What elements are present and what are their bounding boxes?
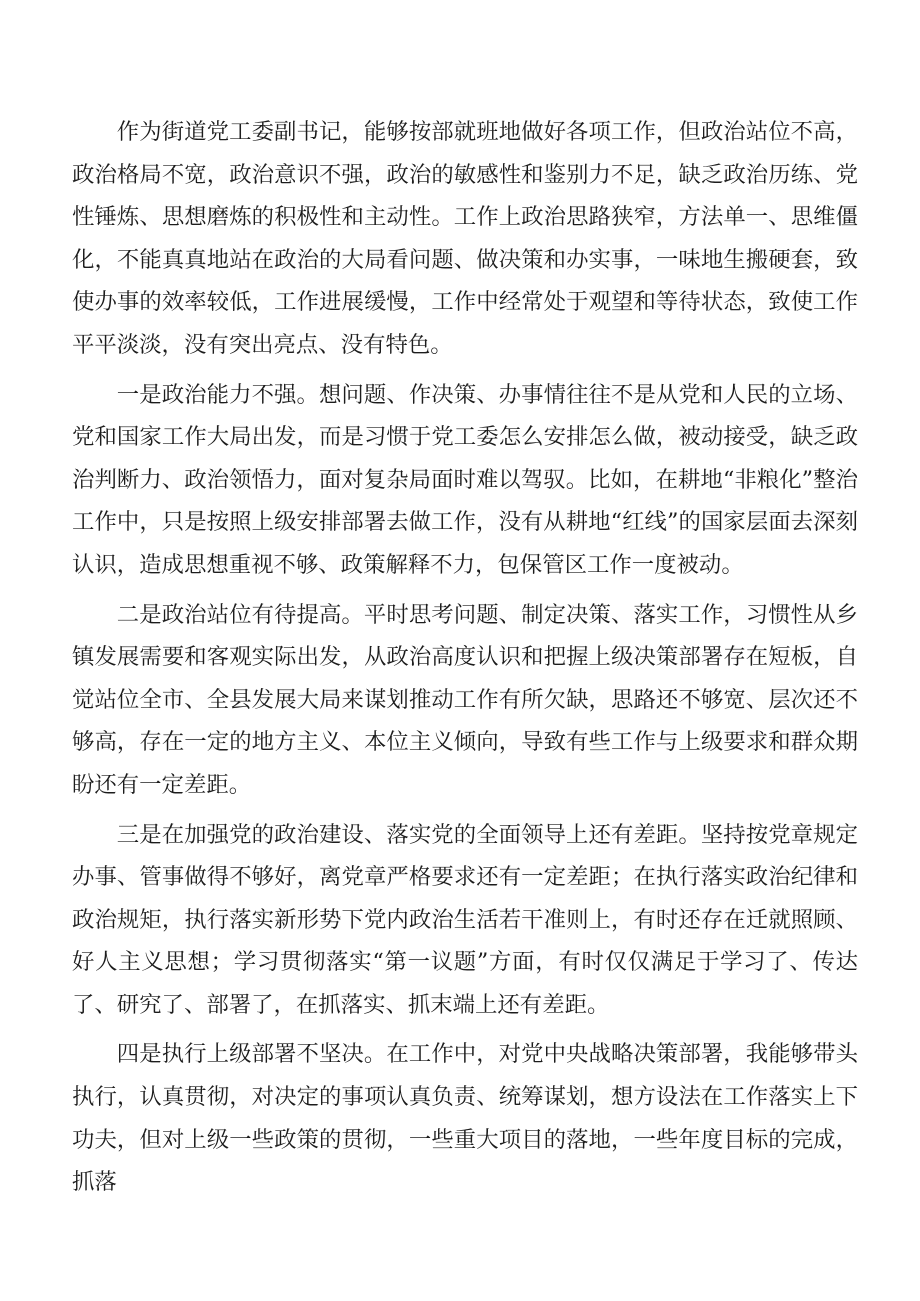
paragraph-point-3: 三是在加强党的政治建设、落实党的全面领导上还有差距。坚持按党章规定办事、管事做得不够好，离党章严格要求还有一定差距；在执行落实政治纪律和政治规矩，执行落实新形势下党内政治生活若干准则上，有时还存在迁就照顾、好人主义思想；学习贯彻落实“第一议题”方面，有时仅仅满足于学习了、传达了、研究了、部署了，在抓落实、抓末端上还有差距。 xyxy=(72,821,858,1018)
document-body xyxy=(72,111,858,1211)
paragraph-point-1: 一是政治能力不强。想问题、作决策、办事情往往不是从党和人民的立场、党和国家工作大局出发，而是习惯于党工委怎么安排怎么做，被动接受，缺乏政治判断力、政治领悟力，面对复杂局面时难以驾驭。比如，在耕地“非粮化”整治工作中，只是按照上级安排部署去做工作，没有从耕地“红线”的国家层面去深刻认识，造成思想重视不够、政策解释不力，包保管区工作一度被动。 xyxy=(72,381,858,578)
paragraph-point-2: 二是政治站位有待提高。平时思考问题、制定决策、落实工作，习惯性从乡镇发展需要和客观实际出发，从政治高度认识和把握上级决策部署存在短板，自觉站位全市、全县发展大局来谋划推动工作有所欠缺，思路还不够宽、层次还不够高，存在一定的地方主义、本位主义倾向，导致有些工作与上级要求和群众期盼还有一定差距。 xyxy=(72,601,858,798)
paragraph-intro: 作为街道党工委副书记，能够按部就班地做好各项工作，但政治站位不高，政治格局不宽，政治意识不强，政治的敏感性和鉴别力不足，缺乏政治历练、党性锤炼、思想磨炼的积极性和主动性。工作上政治思路狭窄，方法单一、思维僵化，不能真真地站在政治的大局看问题、做决策和办实事，一味地生搬硬套，致使办事的效率较低，工作进展缓慢，工作中经常处于观望和等待状态，致使工作平平淡淡，没有突出亮点、没有特色。 xyxy=(72,119,858,358)
paragraph-point-4: 四是执行上级部署不坚决。在工作中，对党中央战略决策部署，我能够带头执行，认真贯彻，对决定的事项认真负责、统筹谋划，想方设法在工作落实上下功夫，但对上级一些政策的贯彻，一些重大项目的落地，一些年度目标的完成，抓落 xyxy=(72,1041,858,1196)
